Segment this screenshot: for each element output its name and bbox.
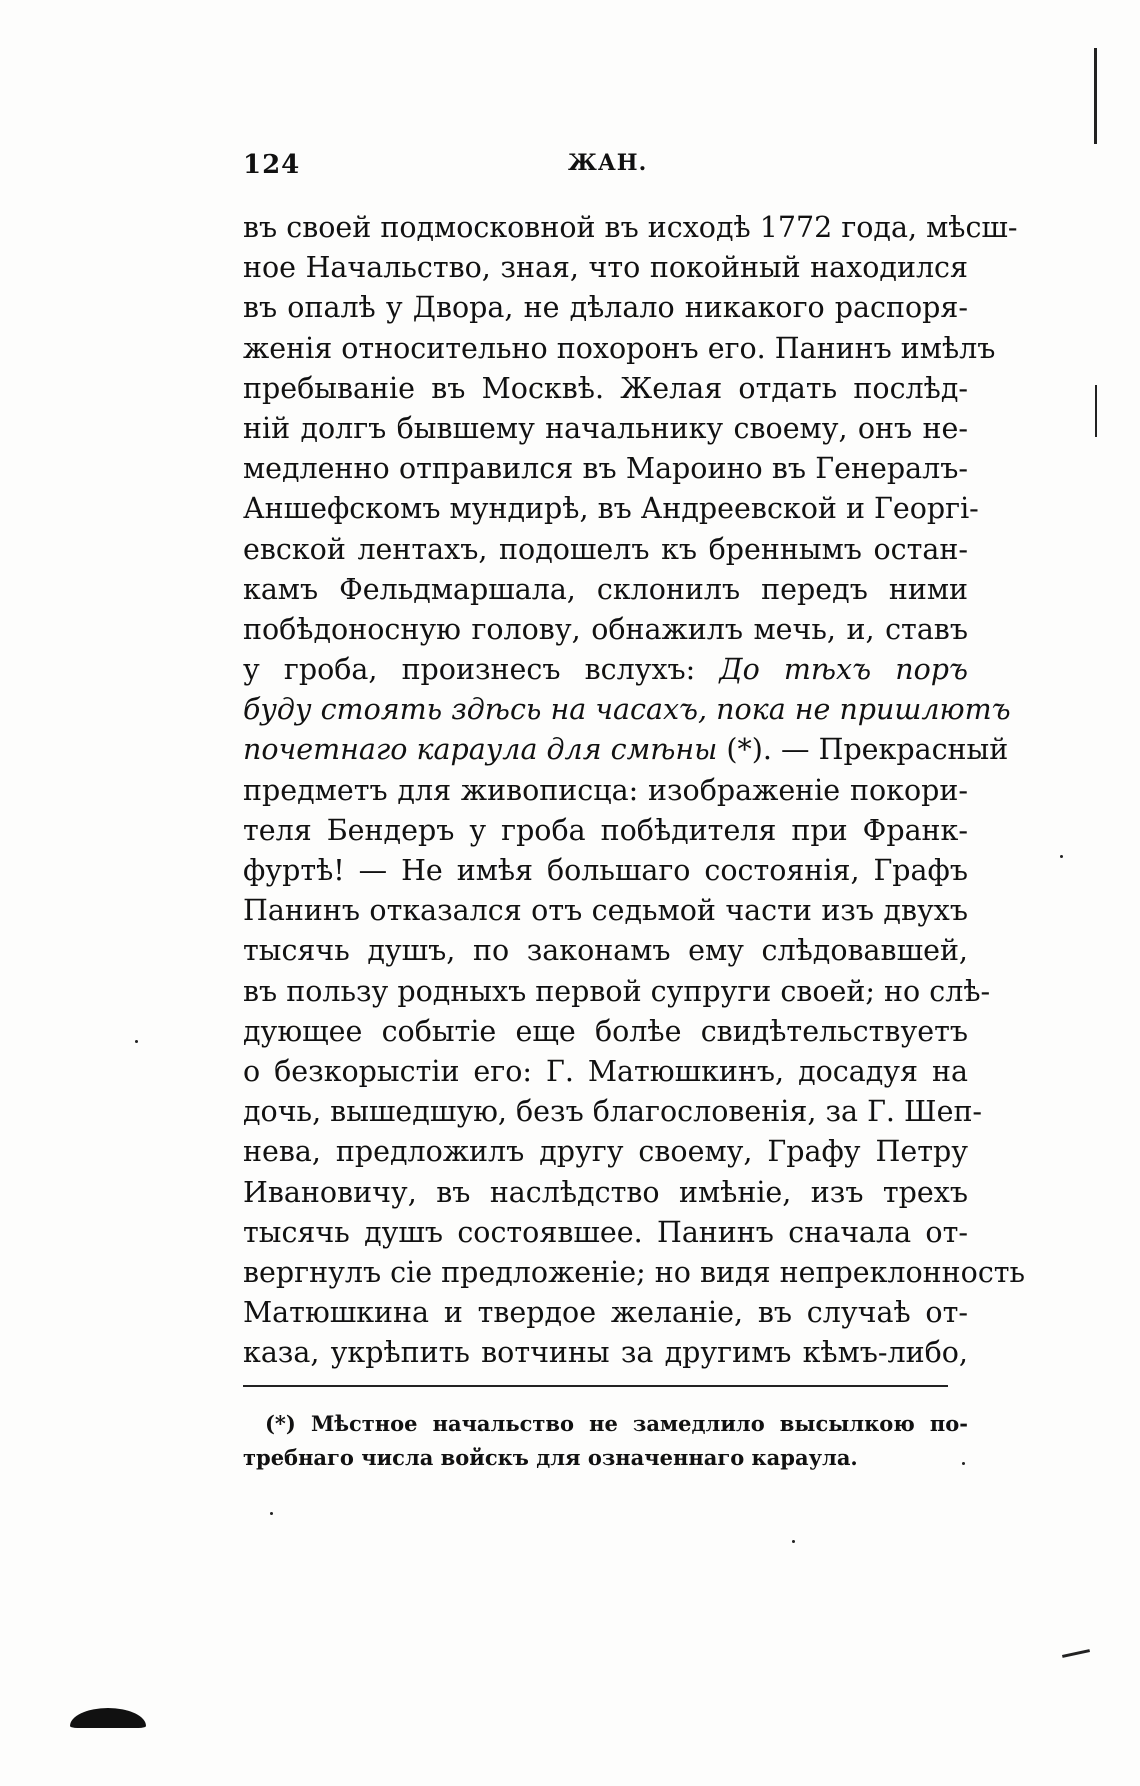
running-head: ЖАН. [568, 150, 648, 176]
text-line: побѣдоносную голову, обнажилъ мечь, и, ставъ [243, 612, 968, 646]
quote-italic: почетнаго караула для смѣны [243, 733, 718, 767]
scan-dot-mark [792, 1540, 795, 1543]
text-line-italic: буду стоять здѣсь на часахъ, пока не пришлютъ [243, 693, 1011, 727]
footnote-divider [243, 1385, 948, 1387]
text-line: Ивановичу, въ наслѣдство имѣніе, изъ трехъ [243, 1175, 968, 1209]
text-line: Аншефскомъ мундирѣ, въ Андреевской и Георгі- [243, 492, 979, 526]
quote-italic: До тѣхъ поръ [719, 653, 968, 687]
text-line: пребываніе въ Москвѣ. Желая отдать послѣд- [243, 371, 968, 405]
text-line: въ своей подмосковной въ исходѣ 1772 года, мѣсш- [243, 211, 1018, 244]
text-line: вергнулъ сіе предложеніе; но видя непреклонность [243, 1255, 1026, 1289]
scan-dot-mark [270, 1512, 273, 1515]
text-line: дующее событіе еще болѣе свидѣтельствуетъ [243, 1014, 968, 1048]
text-line: въ пользу родныхъ первой супруги своей; но слѣ- [243, 974, 991, 1008]
text-line: въ опалѣ у Двора, не дѣлало никакого распоря- [243, 291, 968, 325]
page-header [243, 150, 968, 184]
scan-dot-mark [1060, 855, 1063, 858]
text-line-with-quote [243, 650, 968, 690]
text-line: камъ Фельдмаршала, склонилъ передъ ними [243, 572, 968, 606]
scan-dot-mark [962, 1462, 965, 1465]
text-line: каза, укрѣпить вотчины за другимъ кѣмъ-либо, [243, 1336, 968, 1370]
text-line: женія относительно похоронъ его. Панинъ имѣлъ [243, 331, 996, 365]
text-line: теля Бендеръ у гроба побѣдителя при Франк- [243, 813, 968, 847]
page-number: 124 [243, 150, 301, 180]
text-line: нева, предложилъ другу своему, Графу Петру [243, 1135, 968, 1169]
ink-blot [70, 1708, 146, 1728]
text-line: Матюшкина и твердое желаніе, въ случаѣ от- [243, 1296, 968, 1330]
text-line: о безкорыстіи его: Г. Матюшкинъ, досадуя на [243, 1054, 968, 1088]
text-line: медленно отправился въ Мароино въ Генералъ- [243, 452, 968, 486]
text-line: предметъ для живописца: изображеніе покори- [243, 773, 968, 807]
footnote [243, 1407, 968, 1475]
scan-edge-mark [1095, 385, 1097, 437]
text-line: тысячь душъ, по законамъ ему слѣдовавшей, [243, 934, 968, 968]
scan-dash-mark [1062, 1649, 1090, 1658]
body-text [243, 208, 1026, 1373]
text-line: ній долгъ бывшему начальнику своему, онъ не- [243, 411, 968, 445]
text-segment: (*). — Прекрасный [726, 733, 1009, 767]
footnote-line: (*) Мѣстное начальство не замедлило высылкою по- [265, 1411, 968, 1436]
text-line: ное Начальство, зная, что покойный находился [243, 251, 968, 285]
scan-dot-mark [135, 1040, 138, 1043]
text-line: фуртѣ! — Не имѣя большаго состоянія, Графъ [243, 854, 968, 887]
footnote-line: требнаго числа войскъ для означеннаго караула. [243, 1445, 858, 1470]
text-line: Панинъ отказался отъ седьмой части изъ двухъ [243, 894, 968, 928]
text-line: евской лентахъ, подошелъ къ бреннымъ остан- [243, 532, 968, 566]
text-line: дочь, вышедшую, безъ благословенія, за Г. Шеп- [243, 1095, 983, 1129]
scan-edge-mark [1094, 48, 1097, 144]
text-segment: у гроба, произнесъ вслухъ: [243, 653, 696, 687]
text-line-with-quote [243, 730, 1009, 770]
text-line: тысячь душъ состоявшее. Панинъ сначала от- [243, 1215, 968, 1249]
